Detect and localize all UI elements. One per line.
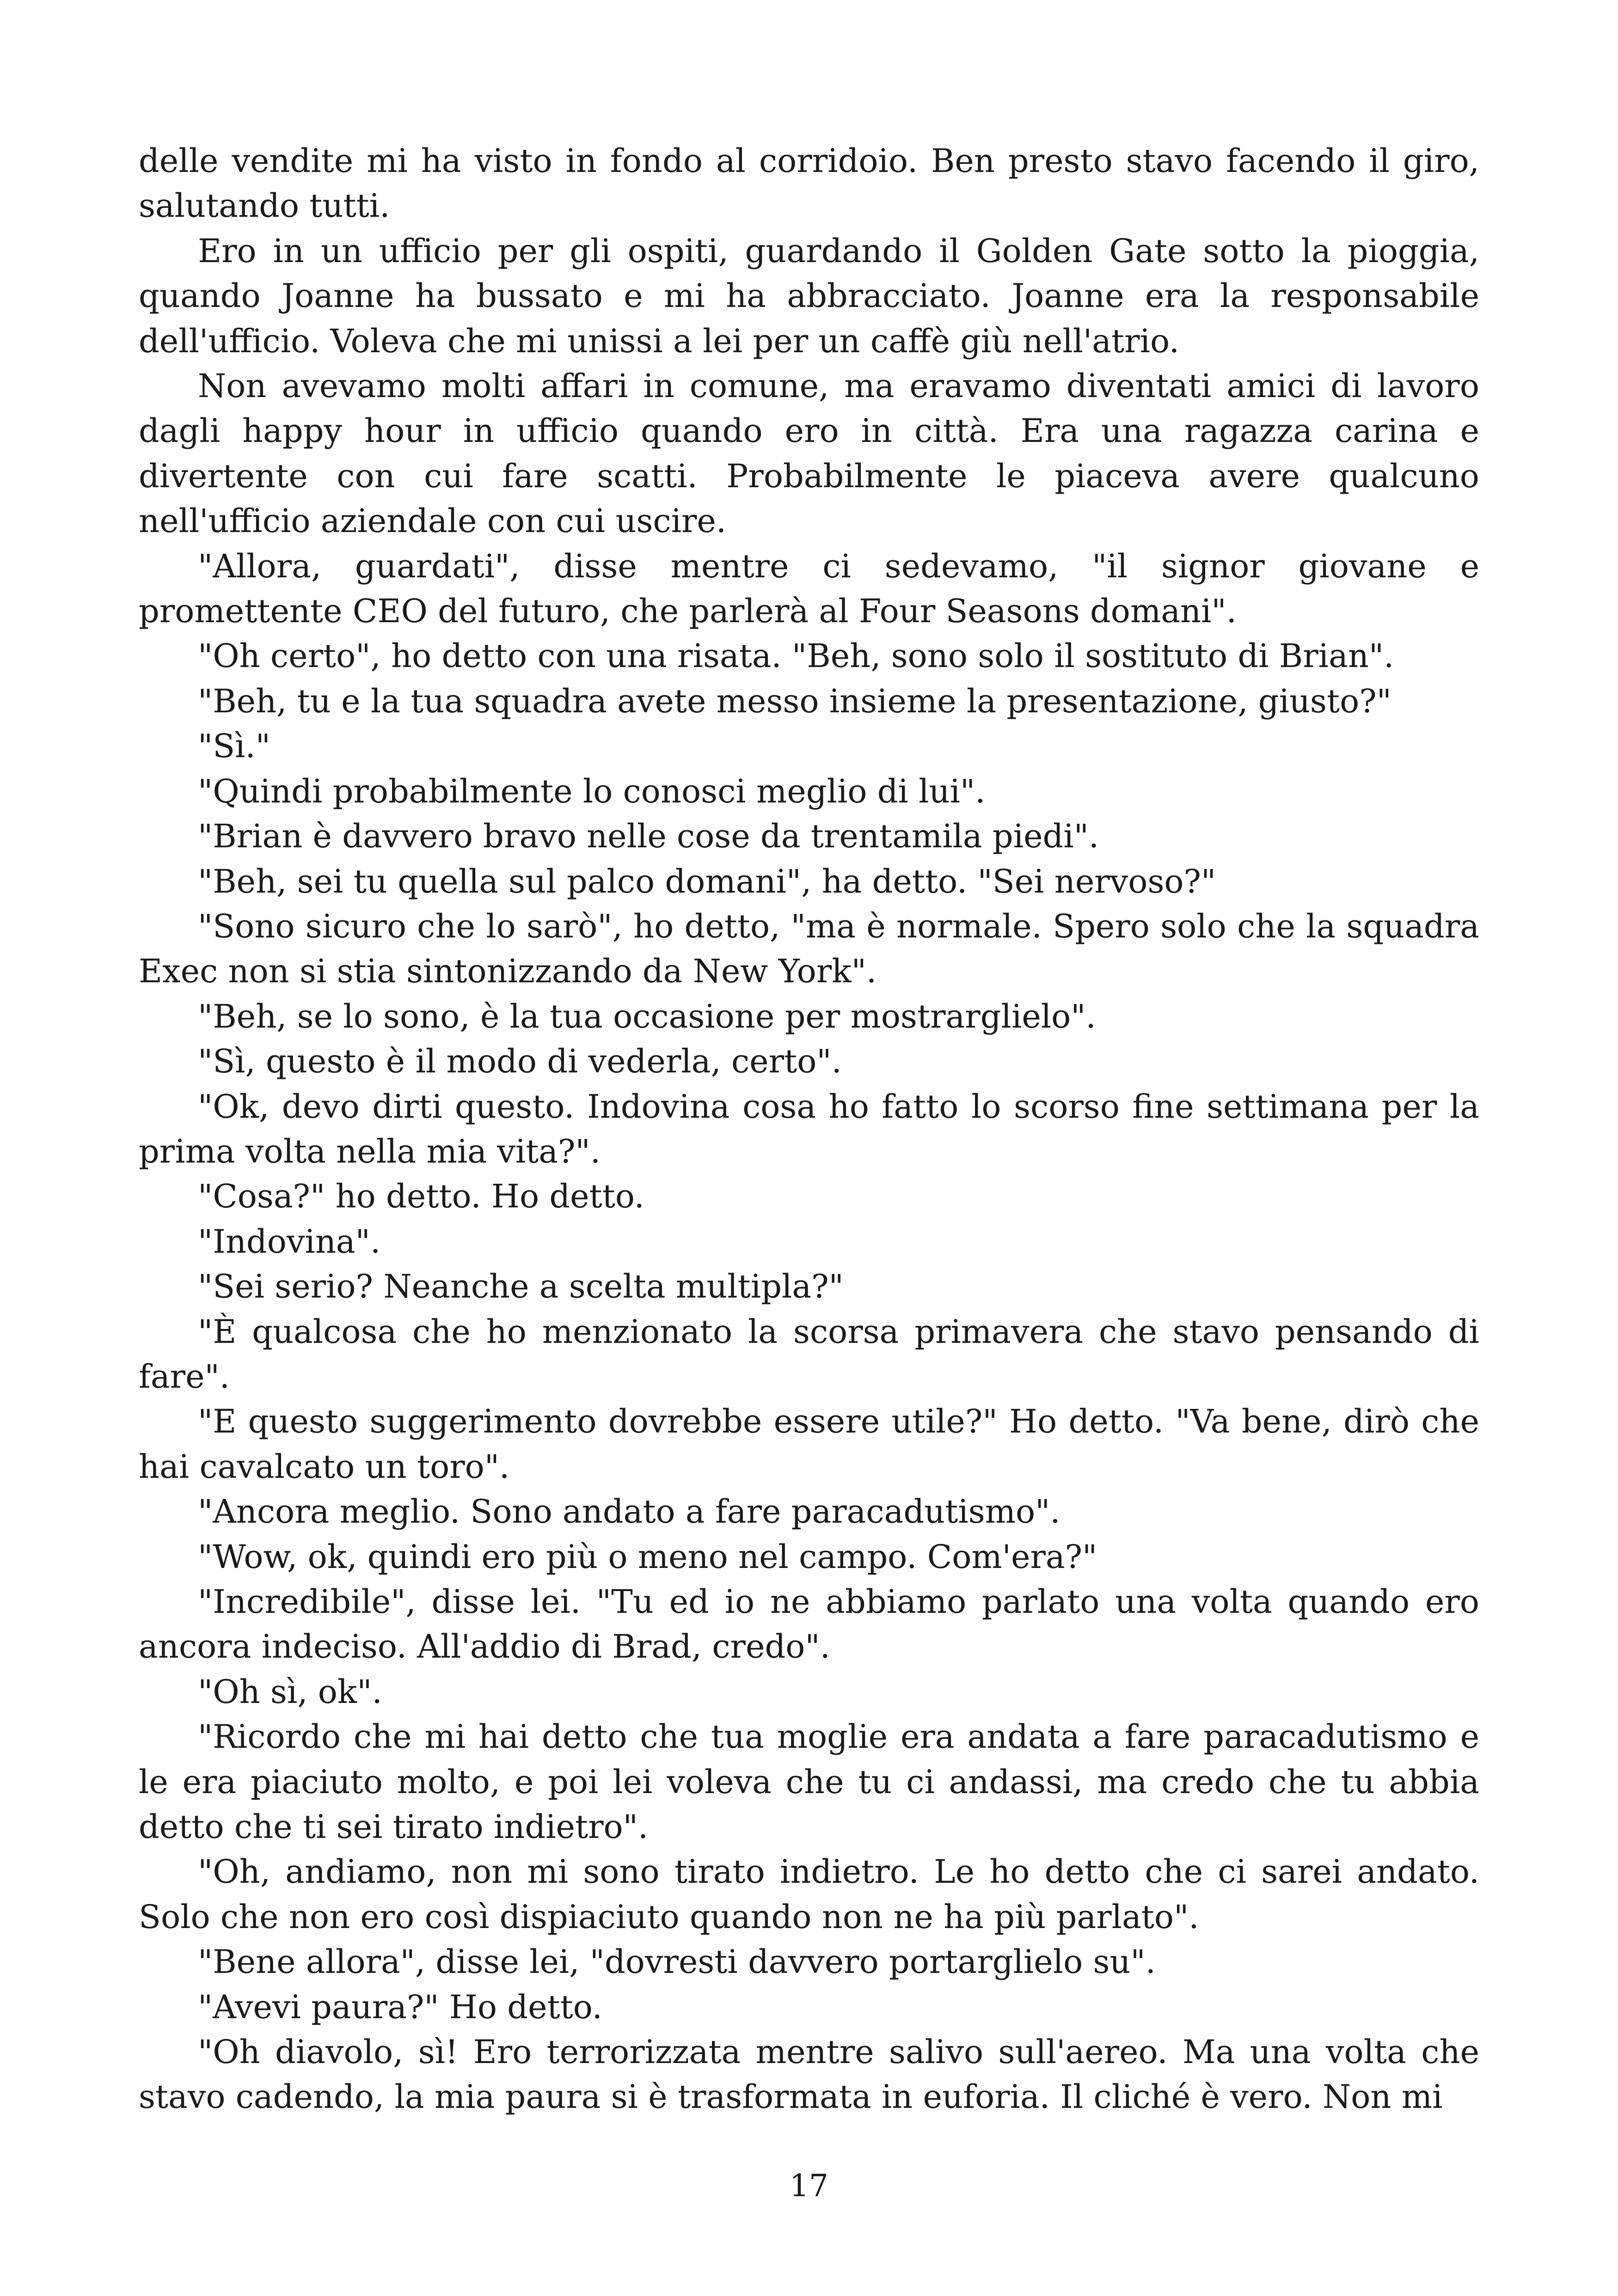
paragraph: "Ancora meglio. Sono andato a fare paracadutismo". — [198, 1493, 1060, 1531]
paragraph: "Sei serio? Neanche a scelta multipla?" — [198, 1267, 844, 1306]
paragraph: "Beh, se lo sono, è la tua occasione per mostrarglielo". — [198, 997, 1096, 1035]
paragraph: "Oh diavolo, sì! Ero terrorizzata mentre salivo sull'aereo. Ma una volta che stavo cadendo, la mia paura si è trasformata in euforia. Il cliché è vero. Non mi — [139, 2033, 1479, 2116]
paragraph: "È qualcosa che ho menzionato la scorsa primavera che stavo pensando di fare". — [139, 1312, 1479, 1396]
paragraph: "Beh, sei tu quella sul palco domani", ha detto. "Sei nervoso?" — [198, 862, 1216, 900]
paragraph: "Cosa?" ho detto. Ho detto. — [198, 1177, 645, 1216]
paragraph: "E questo suggerimento dovrebbe essere utile?" Ho detto. "Va bene, dirò che hai cavalcato un toro". — [139, 1402, 1479, 1486]
paragraph: "Bene allora", disse lei, "dovresti davvero portarglielo su". — [198, 1943, 1156, 1981]
paragraph: "Quindi probabilmente lo conosci meglio di lui". — [198, 772, 986, 810]
paragraph: Ero in un ufficio per gli ospiti, guardando il Golden Gate sotto la pioggia, quando Joanne ha bussato e mi ha abbracciato. Joanne era la responsabile dell'ufficio. Voleva che mi unissi a lei per un caffè giù nell'atrio. — [139, 232, 1479, 360]
paragraph: "Sì." — [198, 727, 270, 765]
paragraph: "Oh certo", ho detto con una risata. "Beh, sono solo il sostituto di Brian". — [198, 637, 1394, 675]
paragraph: "Indovina". — [198, 1222, 381, 1261]
paragraph: "Brian è davvero bravo nelle cose da trentamila piedi". — [198, 817, 1099, 856]
paragraph: "Sono sicuro che lo sarò", ho detto, "ma è normale. Spero solo che la squadra Exec non si stia sintonizzando da New York". — [139, 907, 1479, 991]
paragraph: "Ricordo che mi hai detto che tua moglie era andata a fare paracadutismo e le era piaciuto molto, e poi lei voleva che tu ci andassi, ma credo che tu abbia detto che ti sei tirato indietro". — [139, 1718, 1479, 1846]
paragraph: "Ok, devo dirti questo. Indovina cosa ho fatto lo scorso fine settimana per la prima volta nella mia vita?". — [139, 1087, 1479, 1170]
paragraph: "Avevi paura?" Ho detto. — [198, 1988, 602, 2026]
paragraph: "Beh, tu e la tua squadra avete messo insieme la presentazione, giusto?" — [198, 682, 1391, 720]
paragraph: "Incredibile", disse lei. "Tu ed io ne abbiamo parlato una volta quando ero ancora indeciso. All'addio di Brad, credo". — [139, 1583, 1479, 1666]
paragraph: Non avevamo molti affari in comune, ma eravamo diventati amici di lavoro dagli happy hour in ufficio quando ero in città. Era una ragazza carina e divertente con cui fare scatti. Probabilmente le piaceva avere qualcuno nell'ufficio aziendale con cui uscire. — [139, 367, 1479, 540]
page-number: 17 — [790, 2168, 828, 2204]
paragraph: "Allora, guardati", disse mentre ci sedevamo, "il signor giovane e promettente CEO del futuro, che parlerà al Four Seasons domani". — [139, 547, 1479, 631]
paragraph: "Wow, ok, quindi ero più o meno nel campo. Com'era?" — [198, 1537, 1097, 1576]
paragraph: "Oh, andiamo, non mi sono tirato indietro. Le ho detto che ci sarei andato. Solo che non ero così dispiaciuto quando non ne ha più parlato". — [139, 1853, 1479, 1936]
paragraph: "Oh sì, ok". — [198, 1672, 382, 1711]
paragraph: "Sì, questo è il modo di vederla, certo". — [198, 1042, 842, 1081]
paragraph: delle vendite mi ha visto in fondo al corridoio. Ben presto stavo facendo il giro, salutando tutti. — [139, 142, 1479, 225]
body-text — [139, 139, 1479, 2120]
